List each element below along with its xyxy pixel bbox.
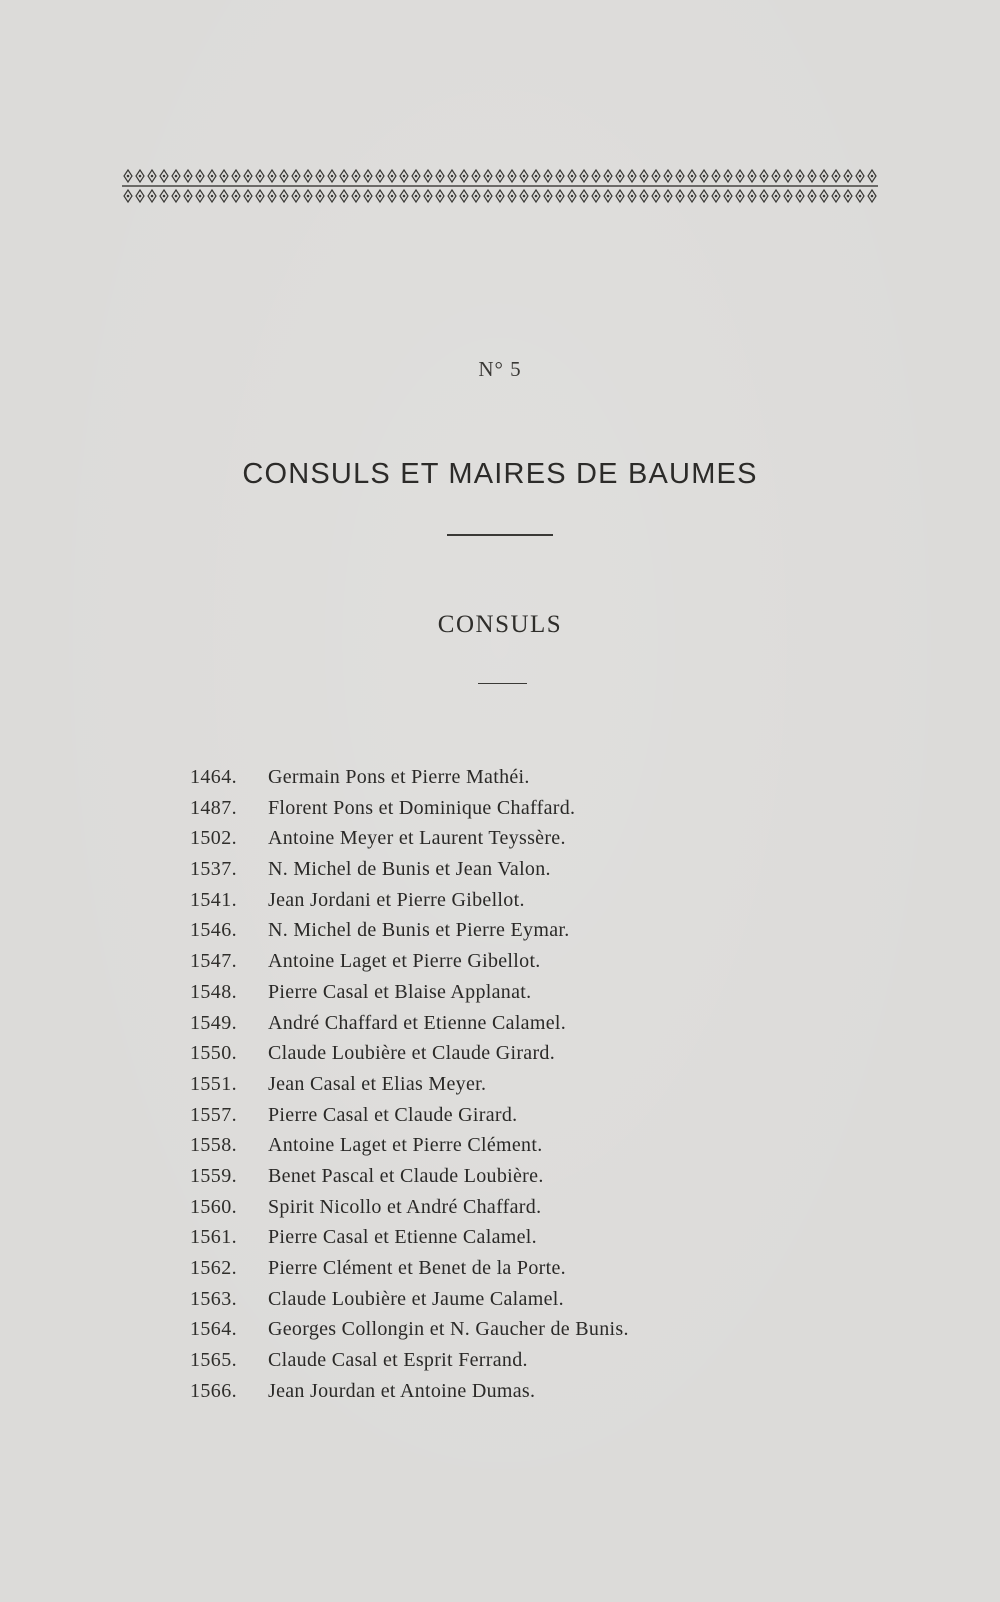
entry-year: 1562.: [190, 1257, 237, 1279]
list-item: [190, 885, 750, 916]
list-item: [190, 762, 750, 793]
entry-names: Jean Casal et Elias Meyer.: [268, 1072, 487, 1095]
entry-year: 1487.: [190, 796, 237, 819]
list-item: [190, 946, 750, 977]
list-item: [190, 1192, 750, 1223]
entry-names: N. Michel de Bunis et Pierre Eymar.: [268, 919, 570, 942]
section-title: CONSULS: [437, 611, 563, 638]
entry-names: Georges Collongin et N. Gaucher de Bunis.: [268, 1318, 629, 1341]
list-item: [190, 1069, 750, 1100]
list-item: [190, 977, 750, 1008]
entry-names: Antoine Laget et Pierre Clément.: [268, 1134, 543, 1157]
list-item: [190, 1038, 750, 1069]
entry-names: Claude Loubière et Claude Girard.: [268, 1042, 556, 1065]
decorative-ornament-band: [122, 168, 878, 204]
entry-names: Pierre Casal et Claude Girard.: [268, 1103, 518, 1126]
entry-year: 1558.: [190, 1134, 237, 1157]
entry-names: Benet Pascal et Claude Loubière.: [268, 1164, 544, 1187]
list-item: [190, 1100, 750, 1131]
entry-year: 1537.: [190, 858, 237, 881]
entry-year: 1566.: [190, 1379, 237, 1402]
entry-year: 1548.: [190, 980, 237, 1003]
list-item: [190, 854, 750, 885]
entry-names: Jean Jourdan et Antoine Dumas.: [268, 1379, 536, 1402]
list-item: [190, 1253, 750, 1284]
entry-year: 1559.: [190, 1164, 237, 1187]
entry-year: 1557.: [190, 1103, 237, 1126]
title-divider: [447, 534, 553, 536]
entry-year: 1551.: [190, 1072, 237, 1095]
entry-year: 1561.: [190, 1226, 237, 1249]
entry-names: Spirit Nicollo et André Chaffard.: [268, 1195, 542, 1218]
entry-names: Pierre Casal et Blaise Applanat.: [268, 980, 532, 1003]
page-number-heading: N° 5: [478, 357, 522, 381]
entry-year: 1565.: [190, 1349, 237, 1372]
page-title: CONSULS ET MAIRES DE BAUMES: [242, 458, 758, 490]
list-item: [190, 1161, 750, 1192]
entry-year: 1564.: [190, 1318, 237, 1341]
list-item: [190, 1314, 750, 1345]
entry-names: Germain Pons et Pierre Mathéi.: [268, 766, 530, 788]
list-item: [190, 1222, 750, 1253]
entry-year: 1546.: [190, 919, 237, 942]
entry-names: Florent Pons et Dominique Chaffard.: [268, 796, 576, 819]
entry-names: Antoine Laget et Pierre Gibellot.: [268, 950, 541, 973]
list-item: [190, 1284, 750, 1315]
entry-year: 1549.: [190, 1011, 237, 1034]
entry-year: 1550.: [190, 1042, 237, 1065]
entry-names: Pierre Casal et Etienne Calamel.: [268, 1226, 537, 1249]
entry-names: Claude Loubière et Jaume Calamel.: [268, 1287, 564, 1310]
entry-names: Pierre Clément et Benet de la Porte.: [268, 1257, 566, 1279]
list-item: [190, 1376, 750, 1407]
entry-names: Claude Casal et Esprit Ferrand.: [268, 1349, 528, 1372]
entry-names: Antoine Meyer et Laurent Teyssère.: [268, 827, 566, 850]
list-item: [190, 1345, 750, 1376]
entry-year: 1541.: [190, 888, 237, 911]
entry-year: 1502.: [190, 827, 237, 850]
entry-year: 1560.: [190, 1195, 237, 1218]
list-item: [190, 793, 750, 824]
list-item: [190, 915, 750, 946]
entry-names: André Chaffard et Etienne Calamel.: [268, 1011, 567, 1034]
list-item: [190, 1130, 750, 1161]
entry-names: N. Michel de Bunis et Jean Valon.: [268, 858, 551, 881]
entry-names: Jean Jordani et Pierre Gibellot.: [268, 888, 525, 911]
consuls-list: [190, 762, 750, 1406]
list-item: [190, 1008, 750, 1039]
entry-year: 1547.: [190, 950, 237, 973]
list-item: [190, 823, 750, 854]
entry-year: 1464.: [190, 766, 237, 788]
entry-year: 1563.: [190, 1287, 237, 1310]
section-divider: [478, 683, 527, 684]
